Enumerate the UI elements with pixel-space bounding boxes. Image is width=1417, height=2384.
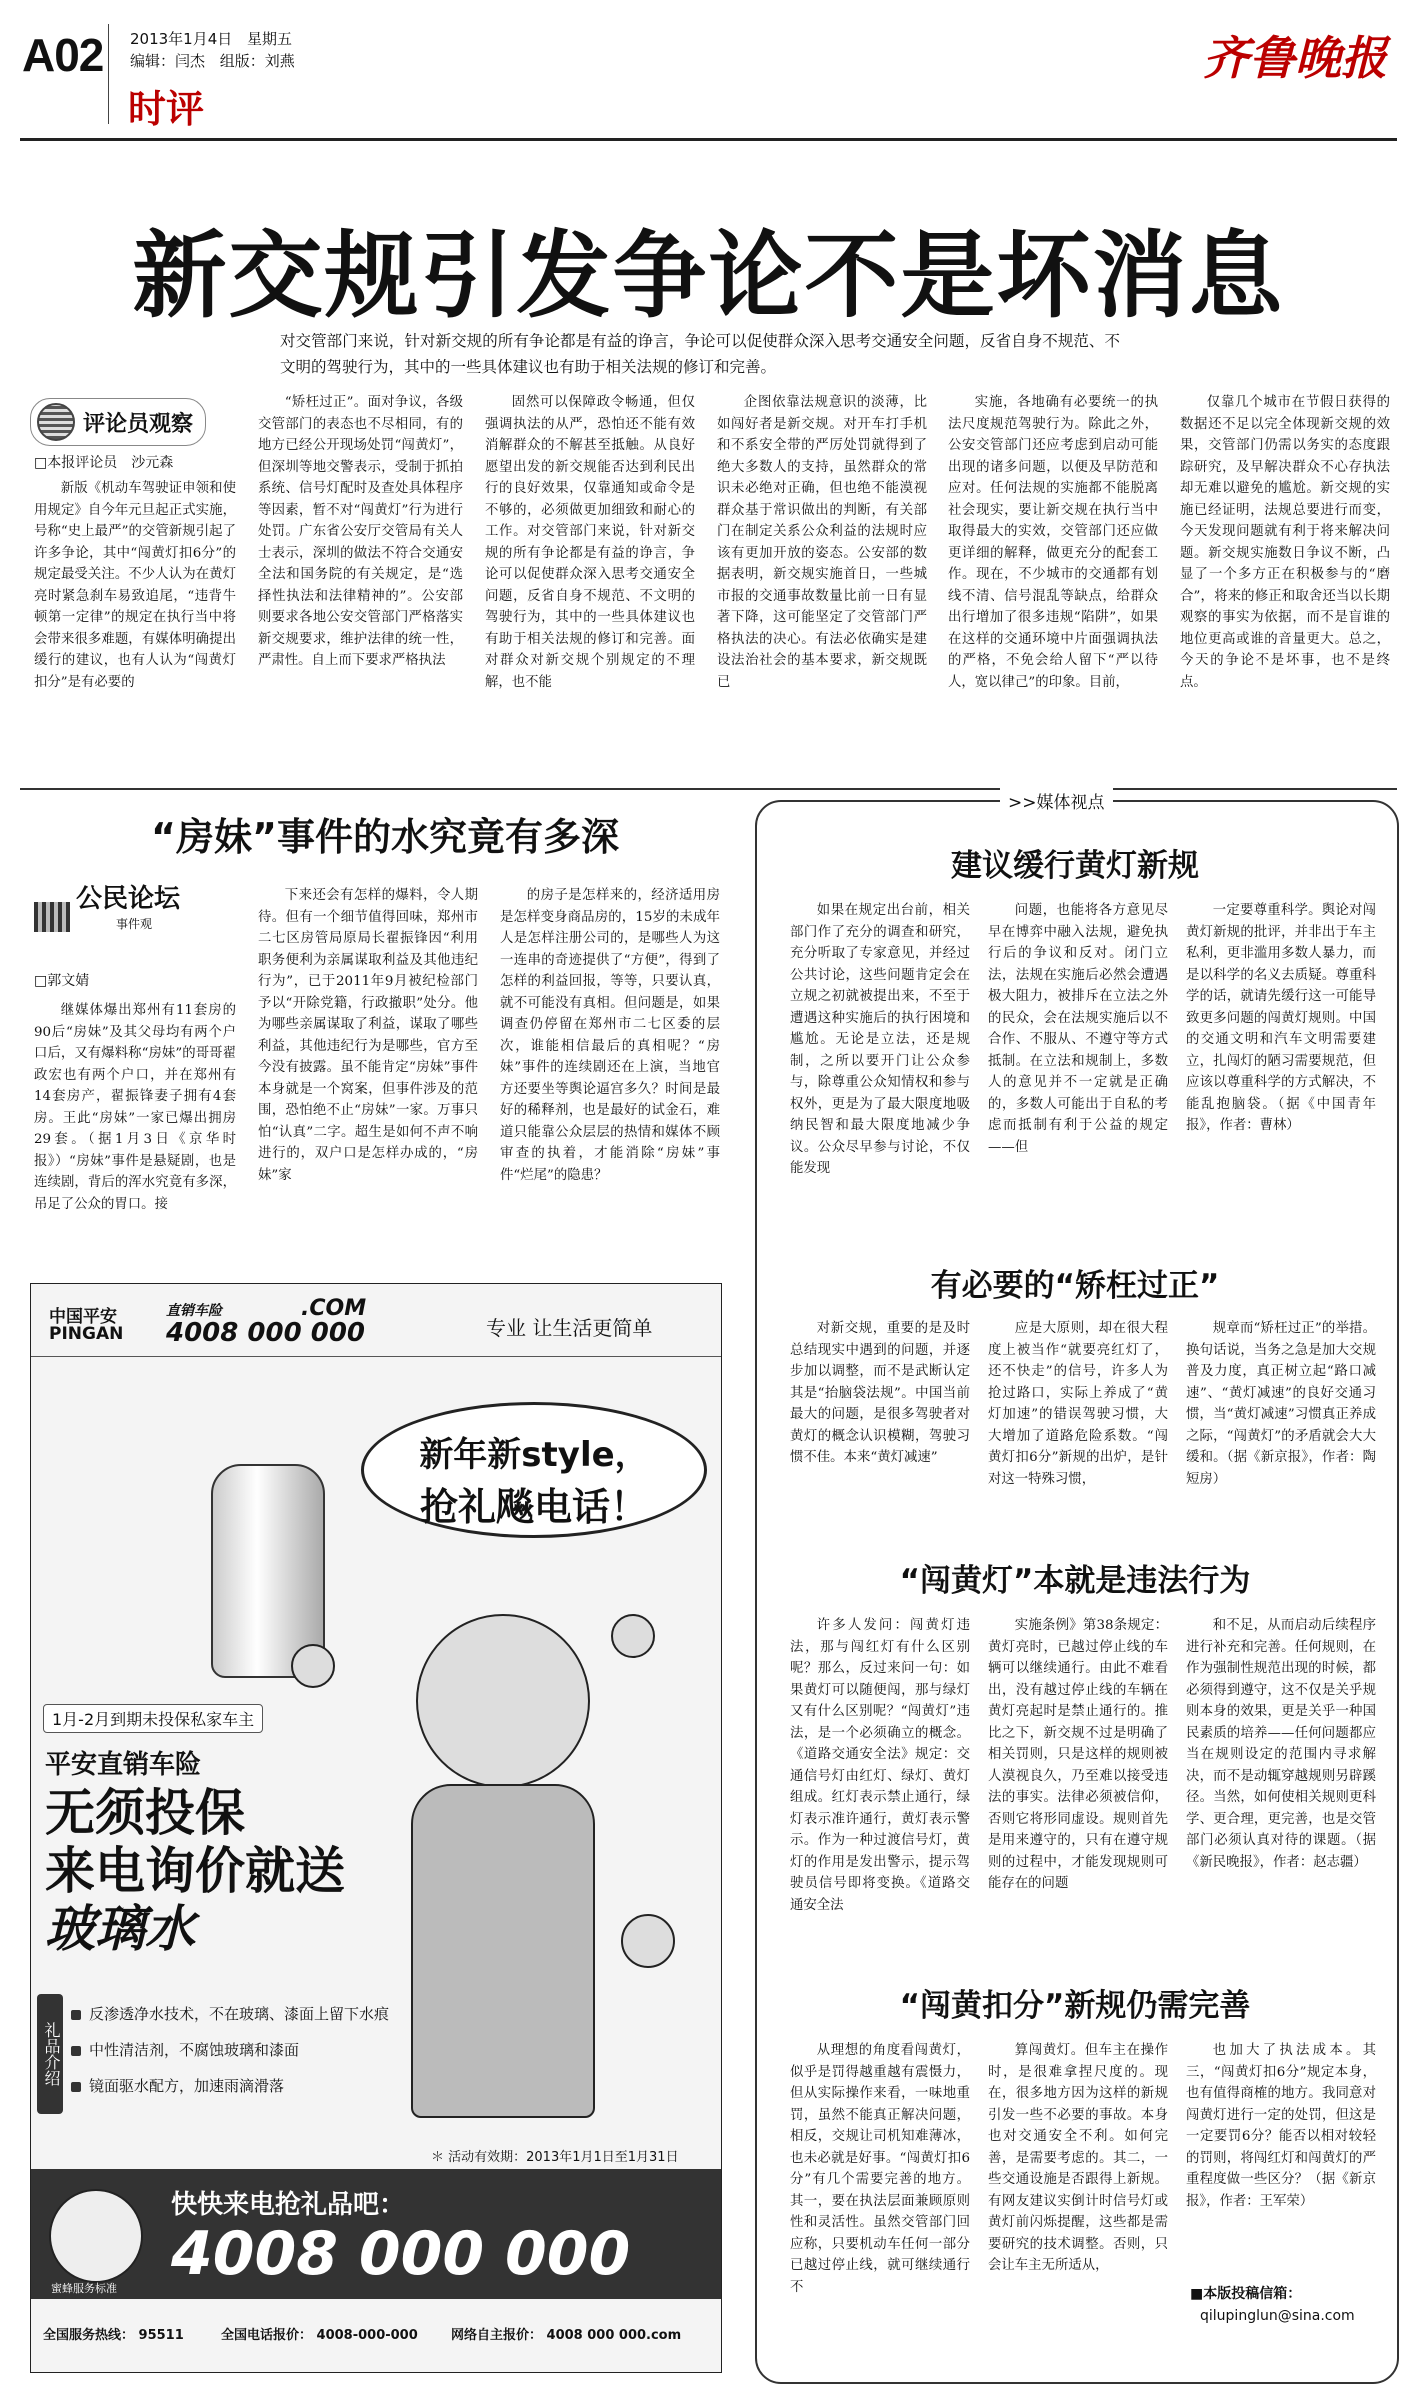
ad-phone-header: 4008 000 000 xyxy=(166,1318,366,1348)
section-title: 时评 xyxy=(128,87,205,131)
small-dancer-2-icon xyxy=(611,1614,655,1658)
media-a1-col-1: 如果在规定出台前，相关部门作了充分的调查和研究，充分听取了专家意见，并经过公共讨论，这些问题肯定会在立规之初就被提出来，不至于遭遇这种实施后的执行困境和尴尬。无论是立法，还是规制，之所以要开门让公众参与，除尊重公众知情权和参与权外，更是为了最大限度地吸纳民智和最大限度地减少争议。公众尽早参与讨论，不仅能发现 xyxy=(790,903,970,1176)
forum-badge xyxy=(34,885,180,932)
contact-label: ■本版投稿信箱： xyxy=(1190,2286,1302,2302)
media-a4-col-1: 从理想的角度看闯黄灯，似乎是罚得越重越有震慑力，但从实际操作来看，一味地重罚，虽然不能真正解决问题，相反，交规让司机知难薄冰，也未必就是好事。“闯黄灯扣6分”有几个需要完善的地方。其一，要在执法层面兼顾原则性和灵活性。虽然交管部门回应称，只要机动车任何一部分已越过停止线，就可继续通行不 xyxy=(790,2043,970,2295)
media-a4-headline: “闯黄扣分”新规仍需完善 xyxy=(899,1988,1251,2024)
ad-brand-en: PINGAN xyxy=(49,1324,124,1344)
ad-call-label: 快快来电抢礼品吧： xyxy=(171,2190,406,2220)
newspaper-brand: 齐鲁晚报 xyxy=(1203,31,1387,85)
ad-slogan: 专业 让生活更简单 xyxy=(486,1316,653,1340)
media-a2-col-2: 应是大原则，却在很大程度上被当作“就要亮红灯了，还不快走”的信号，许多人为抢过路口，实际上养成了“黄灯加速”的错误驾驶习惯，大大增加了道路危险系数。“闯黄灯扣6分”新规的出炉，是针对这一特殊习惯， xyxy=(988,1321,1168,1487)
dancer-body-icon xyxy=(411,1784,595,2118)
ad-dotcom: .COM xyxy=(301,1296,367,1321)
media-a2-headline: 有必要的“矫枉过正” xyxy=(930,1268,1220,1304)
lead-col-3: 固然可以保障政令畅通，但仅强调执法的从严，恐怕还不能有效消解群众的不解甚至抵触。从良好愿望出发的新交规能否达到利民出行的良好效果，仅靠通知或命令是不够的，必须做更加细致和耐心的工作。对交管部门来说，针对新交规的所有争论都是有益的诤言，争论可以促使群众深入思考交通安全问题，反省自身不规范、不文明的驾驶行为，其中的一些具体建议也有助于相关法规的修订和完善。面对群众对新交规个别规定的不理解，也不能 xyxy=(485,395,695,690)
lead-deck: 对交管部门来说，针对新交规的所有争论都是有益的诤言，争论可以促使群众深入思考交通安全问题，反省自身不规范、不文明的驾驶行为，其中的一些具体建议也有助于相关法规的修订和完善。 xyxy=(280,332,1120,376)
dancer-cartoon-icon xyxy=(416,1614,590,1788)
contact-email[interactable]: qilupinglun@sina.com xyxy=(1200,2308,1355,2324)
media-a1-col-2: 问题，也能将各方意见尽早在博弈中融入法规，避免执行后的争议和反对。闭门立法，法规在实施后必然会遭遇极大阻力，被排斥在立法之外的民众，会在法规实施后以不合作、不服从、不遵守等方式抵制。在立法和规制上，多数人的意见并不一定就是正确的，多数人可能出于自私的考虑而抵制有利于公益的规定——但 xyxy=(988,903,1168,1155)
ad-promo-date: 1月-2月到期未投保私家车主 xyxy=(43,1704,263,1733)
bee-mascot-icon xyxy=(49,2189,143,2283)
ad-gift-label: 礼品介绍 xyxy=(37,1994,63,2114)
issue-weekday: 星期五 xyxy=(247,30,293,48)
layout-editor: 组版：刘燕 xyxy=(219,52,295,70)
media-a1-headline: 建议缓行黄灯新规 xyxy=(951,848,1199,884)
editor: 编辑：闫杰 xyxy=(130,52,206,70)
ad-brand-cn: 中国平安 xyxy=(49,1307,117,1327)
ad-pitch-2: 无须投保 xyxy=(45,1784,245,1842)
ad-pitch-1: 平安直销车险 xyxy=(45,1750,202,1780)
ad-call-number[interactable]: 4008 000 000 xyxy=(171,2219,631,2289)
lead-col-5: 实施，各地确有必要统一的执法尺度规范驾驶行为。除此之外，公安交管部门还应考虑到启动可能出现的诸多问题，以便及早防范和应对。任何法规的实施都不能脱离社会现实，要让新交规在执行当中取得最大的实效，交管部门还应做更详细的解释，做更充分的配套工作。现在，不少城市的交通都有划线不清、信号混乱等缺点，给群众出行增加了很多违规“陷阱”，如果在这样的交通环境中片面强调执法的严格，不免会给人留下“严以待人，宽以律己”的印象。目前， xyxy=(948,395,1158,690)
ad-header-rule xyxy=(31,1356,721,1357)
ad-bubble-line-2: 抢礼飚电话！ xyxy=(419,1485,648,1529)
media-a3-col-3: 和不足，从而启动后续程序进行补充和完善。任何规则，在作为强制性规范出现的时候，都必须得到遵守，这不仅是关乎规则本身的效果，更是关乎一种国民素质的培养——任何问题都应当在规则设定的范围内寻求解决，而不是动辄穿越规则另辟蹊径。当然，如何使相关规则更科学、更合理，更完善，也是交管部门必须认真对待的课题。（据《新民晚报》，作者：赵志疆） xyxy=(1186,1618,1376,1870)
lead-col-1: 新版《机动车驾驶证申领和使用规定》自今年元旦起正式实施，号称“史上最严”的交管新规引起了许多争论，其中“闯黄灯扣6分”的规定最受关注。不少人认为在黄灯亮时紧急刹车易致追尾，“违背牛顿第一定律”的规定在执行当中将会带来很多难题，有媒体明确提出缓行的建议，也有人认为“闯黄灯扣分”是有必要的 xyxy=(34,481,236,690)
fangmei-col-2: 下来还会有怎样的爆料，令人期待。但有一个细节值得回味，郑州市二七区房管局原局长翟振锋因“利用职务便利为亲属谋取利益及其他违纪行为”，已于2011年9月被纪检部门予以“开除党籍，行政撤职”处分。他为哪些亲属谋取了利益，谋取了哪些利益，其他违纪行为是哪些，官方至今没有披露。虽不能肯定“房妹”事件本身就是一个窝案，但事件涉及的范围，恐怕绝不止“房妹”一家。万事只怕“认真”二字。超生是如何不声不响进行的，双户口是怎样办成的，“房妹”家 xyxy=(258,888,478,1183)
media-a3-col-1: 许多人发问：闯黄灯违法，那与闯红灯有什么区别呢？那么，反过来问一句：如果黄灯可以随便闯，那与绿灯又有什么区别呢？“闯黄灯”违法，是一个必须确立的概念。《道路交通安全法》规定：交通信号灯由红灯、绿灯、黄灯组成。红灯表示禁止通行，绿灯表示准许通行，黄灯表示警示。作为一种过渡信号灯，黄灯的作用是发出警示，提示驾驶员信号即将变换。《道路交通安全法 xyxy=(790,1618,970,1913)
media-a3-col-2: 实施条例》第38条规定：黄灯亮时，已越过停止线的车辆可以继续通行。由此不难看出，没有越过停止线的车辆在黄灯亮起时是禁止通行的。推比之下，新交规不过是明确了相关罚则，只是这样的规则被人漠视良久，乃至难以接受违法的事实。法律必须被信仰，否则它将形同虚设。规则首先是用来遵守的，只有在遵守规则的过程中，才能发现规则可能存在的问题 xyxy=(988,1618,1168,1891)
dateline xyxy=(130,28,295,72)
header-divider xyxy=(108,24,109,124)
media-a2-col-1: 对新交规，重要的是及时总结现实中遇到的问题，并逐步加以调整，而不是武断认定其是“抬脑袋法规”。中国当前最大的问题，是很多驾驶者对黄灯的概念认识模糊，驾驶习惯不佳。本来“黄灯减速” xyxy=(790,1321,970,1465)
issue-date: 2013年1月4日 xyxy=(130,30,233,48)
fangmei-byline: □郭文婧 xyxy=(34,973,90,989)
lead-headline: 新交规引发争论不是坏消息 xyxy=(132,222,1285,331)
small-dancer-3-icon xyxy=(621,1914,675,1968)
media-a4-col-3: 也加大了执法成本。其三，“闯黄灯扣6分”规定本身，也有值得商榷的地方。我同意对闯黄灯进行一定的处罚，但这是一定要罚6分？能否以相对较轻的罚则，将闯红灯和闯黄灯的严重程度做一些区分？（据《新京报》，作者：王军荣） xyxy=(1186,2043,1376,2209)
ad-footer-phone: 全国电话报价： 4008-000-000 xyxy=(221,2328,418,2343)
ad-bee-label: 蜜蜂服务标准 xyxy=(51,2282,117,2295)
media-a3-headline: “闯黄灯”本就是违法行为 xyxy=(899,1563,1251,1599)
fangmei-headline: “房妹”事件的水究竟有多深 xyxy=(151,815,619,859)
ad-speech-bubble xyxy=(361,1402,707,1538)
media-a1-col-3: 一定要尊重科学。舆论对闯黄灯新规的批评，并非出于车主私利，更非滥用多数人暴力，而是以科学的名义去质疑。尊重科学的话，就请先缓行这一可能导致更多问题的闯黄灯规则。中国的交通文明和汽车文明需要建立，扎闯灯的陋习需要规范，但应该以尊重科学的方式解决，不能乱抱脑袋。（据《中国青年报》，作者：曹林） xyxy=(1186,903,1376,1133)
small-dancer-1-icon xyxy=(291,1644,335,1688)
lead-bottom-rule xyxy=(20,788,1397,790)
lead-col-4: 企图依靠法规意识的淡薄，比如闯好者是新交规。对开车打手机和不系安全带的严厉处罚就得到了绝大多数人的支持，虽然群众的常识未必绝对正确，但也绝不能漠视群众基于常识做出的判断，有关部门在制定关系公众利益的法规时应该有更加开放的姿态。公安部的数据表明，新交规实施首日，一些城市报的交通事故数量比前一日有显著下降，这可能坚定了交管部门严格执法的决心。有法必依确实是建设法治社会的基本要求，新交规既已 xyxy=(717,395,927,690)
ad-footer-web: 网络自主报价： 4008 000 000.com xyxy=(451,2328,682,2343)
ad-bubble-line-1: 新年新style， xyxy=(419,1435,649,1475)
media-a4-col-2: 算闯黄灯。但车主在操作时，是很难拿捏尺度的。现在，很多地方因为这样的新规引发一些不必要的事故。本身也对交通安全不利。如何完善，是需要考虑的。其二，一些交通设施是否跟得上新规。有网友建议实倒计时信号灯或黄灯前闪烁提醒，这些都是需要研究的技术调整。否则，只会让车主无所适从， xyxy=(988,2043,1168,2273)
ad-pitch-3: 来电询价就送 xyxy=(45,1842,345,1900)
column-badge-label: 评论员观察 xyxy=(83,411,194,437)
lead-col-2: “矫枉过正”。面对争议，各级交管部门的表态也不尽相同，有的地方已经公开现场处罚“闯黄灯”，但深圳等地交警表示，受制于抓拍系统、信号灯配时及查处具体程序等因素，暂不对“闯黄灯”行为进行处罚。广东省公安厅交管局有关人士表示，深圳的做法不符合交通安全法和国务院的有关规定，是“选择性执法和法律精神的”。公安部则要求各地公安交管部门严格落实新交规要求，维护法律的统一性，严肃性。自上而下要求严格执法 xyxy=(258,395,463,668)
ad-valid-period: ＊ 活动有效期：2013年1月1日至1月31日 xyxy=(431,2150,679,2165)
ad-feature-3: 镜面驱水配方，加速雨滴滑落 xyxy=(71,2068,389,2104)
fangmei-col-3: 的房子是怎样来的，经济适用房是怎样变身商品房的，15岁的未成年人是怎样注册公司的，是哪些人为这一连串的奇迹提供了“方便”，得到了怎样的利益回报，等等，只要认真，就不可能没有真相。但问题是，如果调查仍停留在郑州市二七区委的层次，谁能相信最后的真相呢？“房妹”事件的连续剧还在上演，当地官方还要坐等舆论逼宫多久？时间是最好的稀释剂，也是最好的试金石，难道只能靠公众层层的热情和媒体不顾审查的执着，才能消除“房妹”事件“烂尾”的隐患？ xyxy=(500,888,720,1183)
ad-direct-label: 直销车险 xyxy=(166,1303,222,1319)
ad-feature-2: 中性清洁剂，不腐蚀玻璃和漆面 xyxy=(71,2032,389,2068)
pingan-advertisement xyxy=(30,1283,722,2373)
forum-subtitle: 事件观 xyxy=(116,917,153,931)
page-number: A02 xyxy=(22,29,104,81)
header-rule xyxy=(20,138,1397,141)
ad-footer-hotline: 全国服务热线： 95511 xyxy=(43,2328,184,2343)
lead-col-6: 仅靠几个城市在节假日获得的数据还不足以完全体现新交规的效果，交管部门仍需以务实的态度跟踪研究，及早解决群众不心存执法却无难以避免的尴尬。新交规的实施已经证明，法规总要进行而变，今天发现问题就有利于将来解决问题。新交规实施数日争议不断，凸显了一个多方正在积极参与的“磨合”，将来的修正和取舍还当以长期观察的事实为依据，而不是盲谁的地位更高或谁的音量更大。总之，今天的争论不是坏事，也不是终点。 xyxy=(1180,395,1390,690)
ad-feature-1: 反渗透净水技术，不在玻璃、漆面上留下水痕 xyxy=(71,1996,389,2032)
forum-logo-icon xyxy=(34,902,70,932)
lead-byline: □本报评论员 沙元森 xyxy=(34,455,174,471)
ad-features xyxy=(71,1996,389,2104)
column-badge xyxy=(30,398,230,446)
globe-icon xyxy=(37,403,75,441)
media-viewpoint-tag: >>媒体视点 xyxy=(1000,788,1113,813)
fangmei-col-1: 继媒体爆出郑州有11套房的90后“房妹”及其父母均有两个户口后，又有爆料称“房妹”的哥哥翟政宏也有两个户口，并在郑州有14套房产，翟振锋妻子拥有4套房。王此“房妹”一家已爆出拥房29套。（据1月3日《京华时报》）“房妹”事件是悬疑剧，也是连续剧，背后的浑水究竟有多深，吊足了公众的胃口。接 xyxy=(34,1003,236,1212)
forum-title: 公民论坛 xyxy=(76,884,181,914)
media-a2-col-3: 规章而“矫枉过正”的举措。换句话说，当务之急是加大交规普及力度，真正树立起“路口减速”、“黄灯减速”的良好交通习惯，当“黄灯减速”习惯真正养成之际，“闯黄灯”的矛盾就会大大缓和。（据《新京报》，作者：陶短房） xyxy=(1186,1321,1376,1487)
ad-pitch-4: 玻璃水 xyxy=(45,1900,195,1958)
